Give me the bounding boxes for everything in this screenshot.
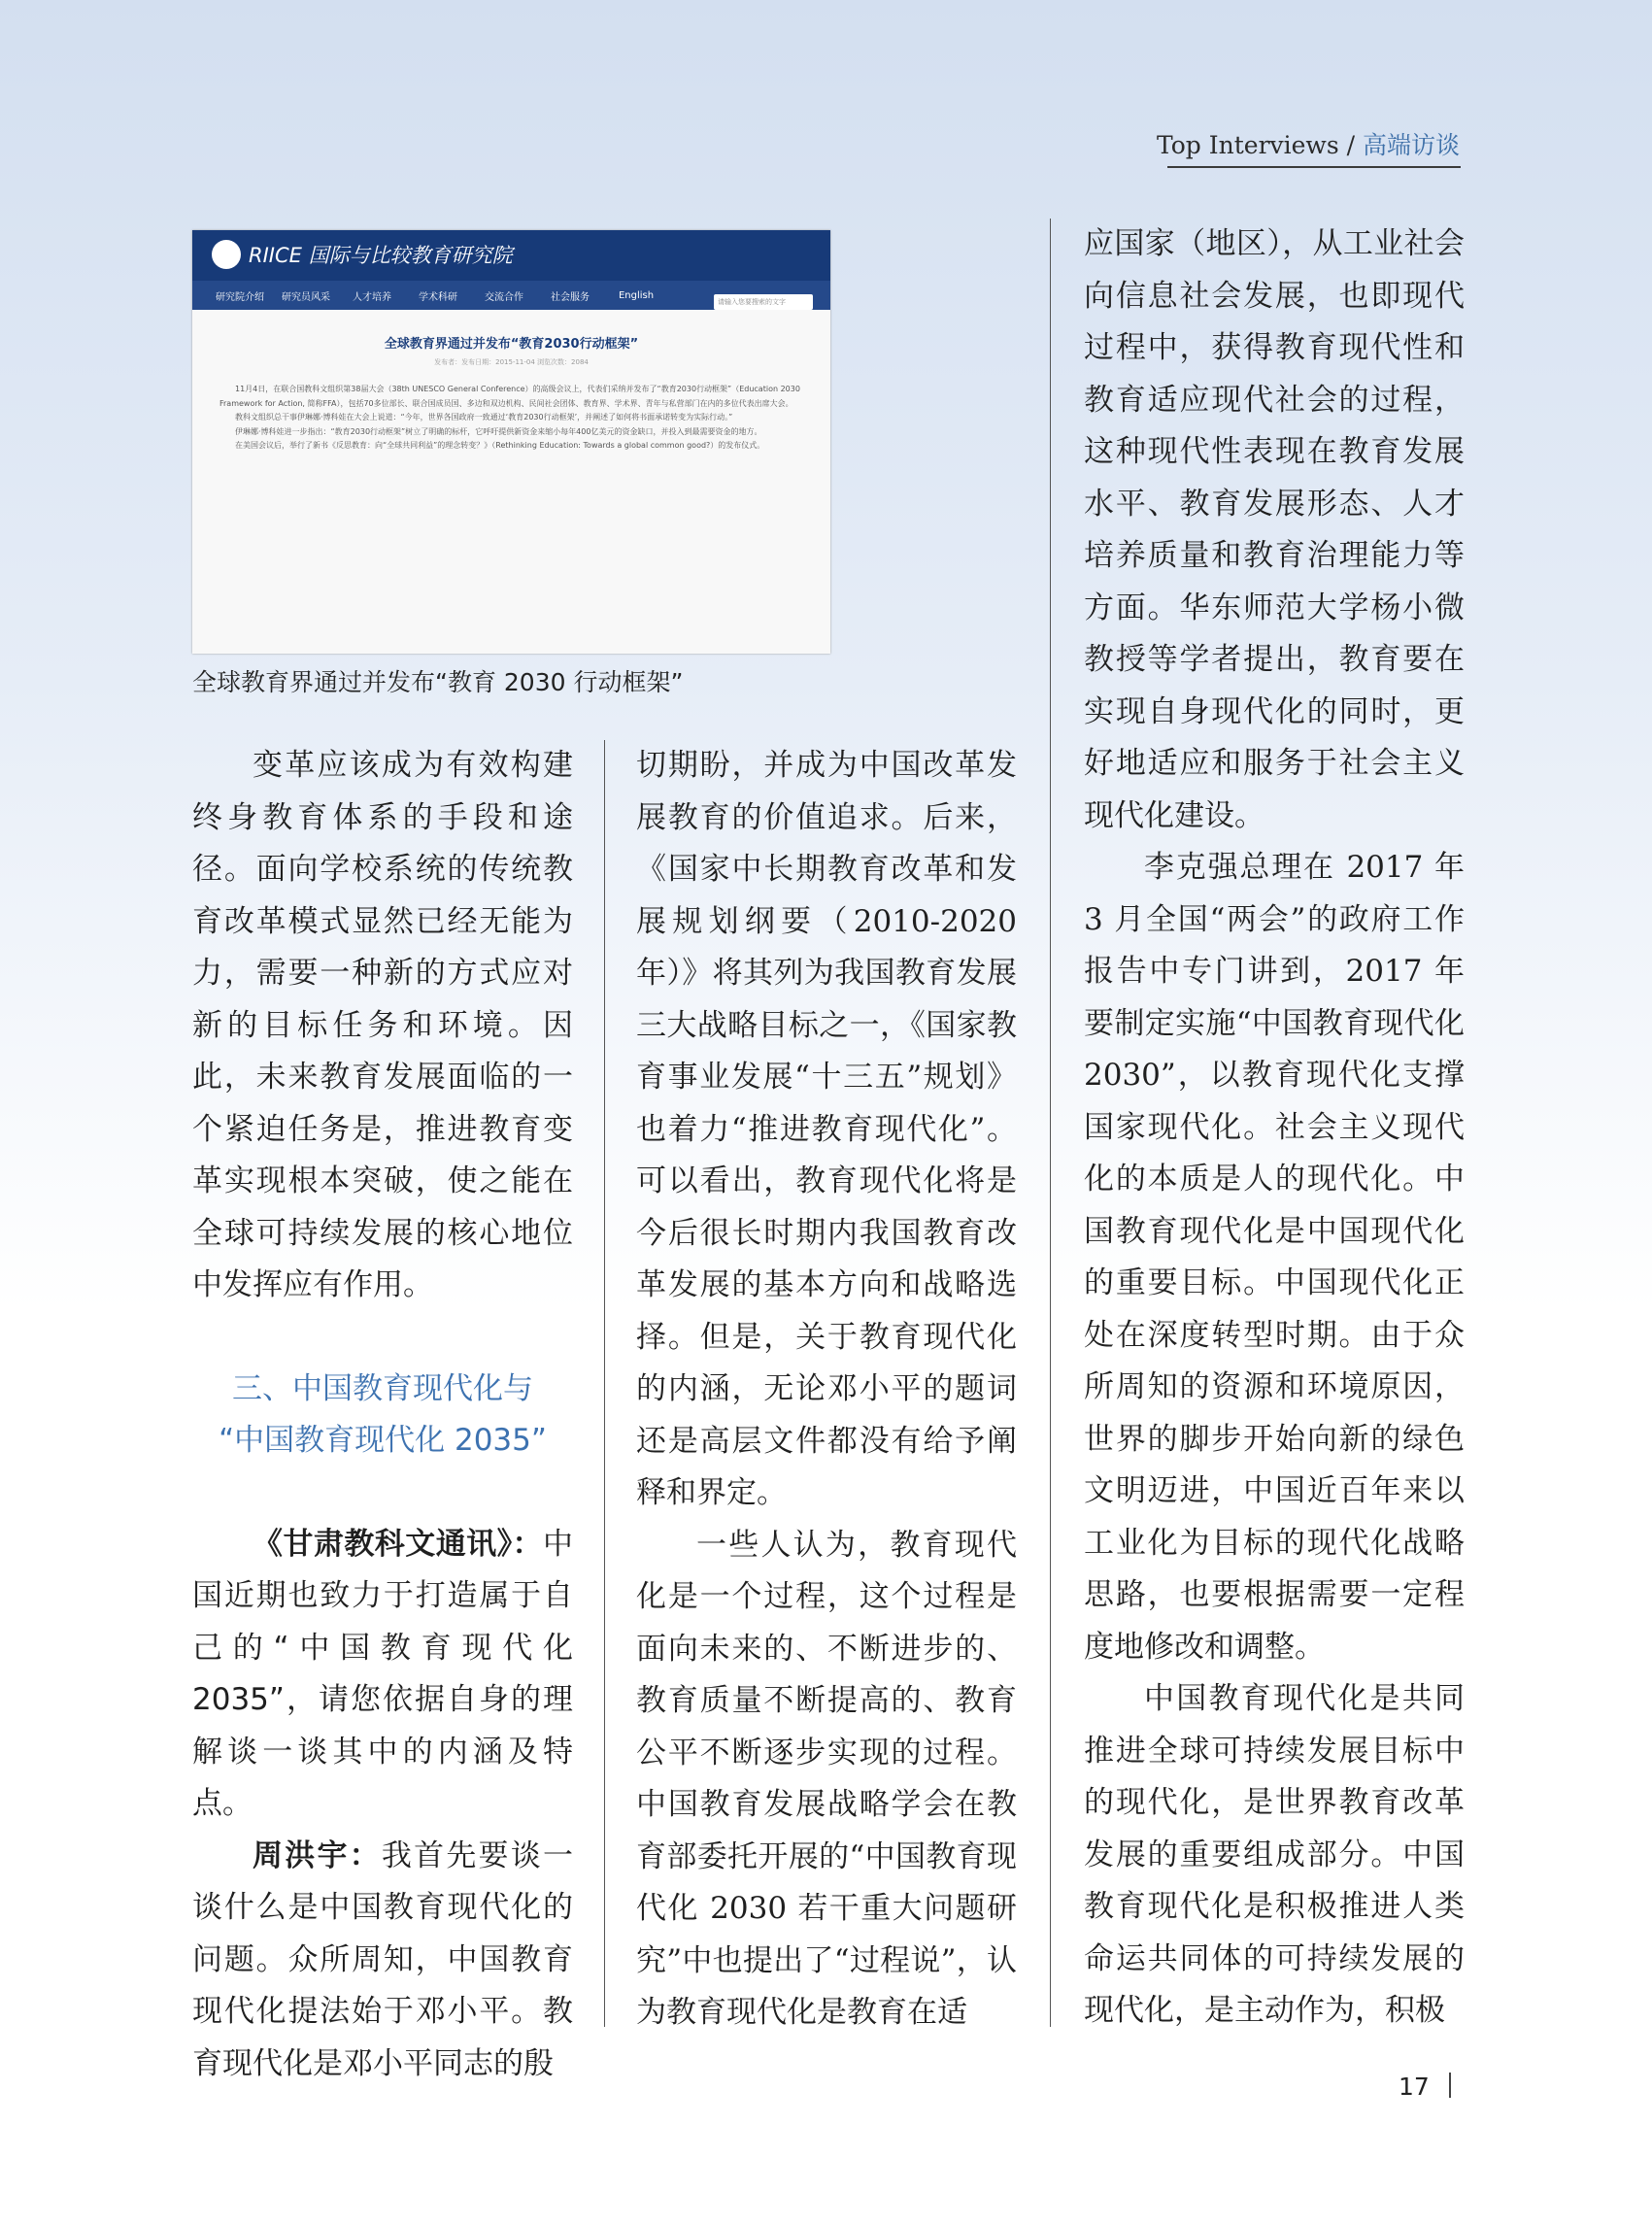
column-divider [604, 740, 605, 2027]
body-paragraph: 中国教育现代化是共同推进全球可持续发展目标中的现代化，是世界教育改革发展的重要组成部分。中国教育现代化是积极推进人类命运共同体的可持续发展的现代化，是主动作为，积极 [1084, 1681, 1465, 2028]
body-paragraph: 一些人认为，教育现代化是一个过程，这个过程是面向未来的、不断进步的、教育质量不断提高的、教育公平不断逐步实现的过程。中国教育发展战略学会在教育部委托开展的“中国教育现代化 2030 若干重大问题研究”中也提出了“过程说”，认为教育现代化是教育在适 [636, 1527, 1017, 2030]
article-body [192, 367, 830, 454]
site-nav-item: 交流合作 [485, 291, 523, 303]
page-number-bar [1449, 2073, 1451, 2098]
question-text: 中国近期也致力于打造属于自己的“中国教育现代化 2035”，请您依据自身的理解谈一谈其中的内涵及特点。 [192, 1526, 573, 1821]
answer-label: 周洪宇： [253, 1837, 382, 1873]
column-3 [1084, 219, 1465, 2038]
column-2 [636, 740, 1017, 2040]
article-title: 全球教育界通过并发布“教育2030行动框架” [384, 337, 639, 352]
site-header [192, 230, 830, 281]
header-english: Top Interviews / [1157, 131, 1363, 159]
question-label: 《甘肃教科文通讯》： [253, 1526, 543, 1562]
site-nav-item: 社会服务 [551, 291, 590, 303]
site-logo-icon [212, 240, 241, 269]
body-paragraph: 应国家（地区），从工业社会向信息社会发展，也即现代过程中，获得教育现代性和教育适应现代社会的过程，这种现代性表现在教育发展水平、教育发展形态、人才培养质量和教育治理能力等方面。华东师范大学杨小微教授等学者提出，教育要在实现自身现代化的同时，更好地适应和服务于社会主义现代化建设。 [1084, 226, 1465, 833]
article-paragraph: 在美国会议后，举行了新书《反思教育：向“全球共同利益”的理念转变？》（Rethinking Education: Towards a global common good?）的发布仪式。 [235, 441, 765, 450]
site-nav-item: 人才培养 [353, 291, 391, 303]
site-nav-item: 研究院介绍 [216, 291, 264, 303]
article-paragraph: 伊琳娜·博科娃进一步指出：“教育2030行动框架”树立了明确的标杆，它呼吁提供新资金来缩小每年400亿美元的资金缺口，并投入到最需要资金的地方。 [235, 426, 762, 436]
column-divider [1050, 219, 1051, 740]
site-brand: RIICE 国际与比较教育研究院 [249, 244, 513, 267]
article-paragraph: 11月4日，在联合国教科文组织第38届大会（38th UNESCO General Conference）的高级会议上，代表们采纳并发布了“教育2030行动框架”（Education 2030 Framework for Action, 简称FFA），包括70多位部长、联合国成员国、多边和双边机构、民间社会团体、教育界、学术界、青年与私营部门在内的多位代表出席大会。 [219, 385, 800, 408]
website-screenshot-figure [192, 230, 830, 654]
answer-paragraph [192, 1831, 573, 2091]
page-number: 17 [1399, 2073, 1430, 2101]
column-divider [1050, 740, 1051, 2027]
body-paragraph: 切期盼，并成为中国改革发展教育的价值追求。后来，《国家中长期教育改革和发展规划纲要（2010-2020 年）》将其列为我国教育发展三大战略目标之一，《国家教育事业发展“十三五”规划》也着力“推进教育现代化”。可以看出，教育现代化将是今后很长时期内我国教育改革发展的基本方向和战略选择。但是，关于教育现代化的内涵，无论邓小平的题词还是高层文件都没有给予阐释和界定。 [636, 748, 1017, 1510]
site-nav-item: 研究员风采 [282, 291, 330, 303]
section-heading-line: “中国教育现代化 2035” [219, 1423, 547, 1458]
site-nav-item: 学术科研 [419, 291, 457, 303]
section-heading-line: 三、中国教育现代化与 [232, 1370, 533, 1406]
body-paragraph: 变革应该成为有效构建终身教育体系的手段和途径。面向学校系统的传统教育改革模式显然已经无能为力，需要一种新的方式应对新的目标任务和环境。因此，未来教育发展面临的一个紧迫任务是，推进教育变革实现根本突破，使之能在全球可持续发展的核心地位中发挥应有作用。 [192, 748, 573, 1302]
body-paragraph: 李克强总理在 2017 年 3 月全国“两会”的政府工作报告中专门讲到，2017 年要制定实施“中国教育现代化 2030”，以教育现代化支撑国家现代化。社会主义现代化的本质是人的现代化。中国教育现代化是中国现代化的重要目标。中国现代化正处在深度转型时期。由于众所周知的资源和环境原因，世界的脚步开始向新的绿色文明迈进，中国近百年来以工业化为目标的现代化战略思路，也要根据需要一定程度地修改和调整。 [1084, 850, 1465, 1665]
header-rule [1167, 166, 1461, 168]
question-paragraph [192, 1519, 573, 1831]
article-meta: 发布者：发布日期：2015-11-04 浏览次数：2084 [434, 358, 589, 366]
figure-caption: 全球教育界通过并发布“教育 2030 行动框架” [192, 668, 684, 696]
article-paragraph: 教科文组织总干事伊琳娜·博科娃在大会上说道：“今年，世界各国政府一致通过‘教育2030行动框架’，并阐述了如何将书面承诺转变为实际行动。” [235, 413, 733, 421]
column-1 [192, 740, 573, 2090]
section-heading [192, 1364, 573, 1467]
answer-text: 我首先要谈一谈什么是中国教育现代化的问题。众所周知，中国教育现代化提法始于邓小平。教育现代化是邓小平同志的殷 [192, 1837, 574, 2081]
running-header [1157, 126, 1460, 161]
header-chinese: 高端访谈 [1362, 131, 1460, 159]
site-nav-item: English [618, 289, 655, 301]
site-search-input: 请输入您要搜索的文字 [714, 294, 813, 310]
